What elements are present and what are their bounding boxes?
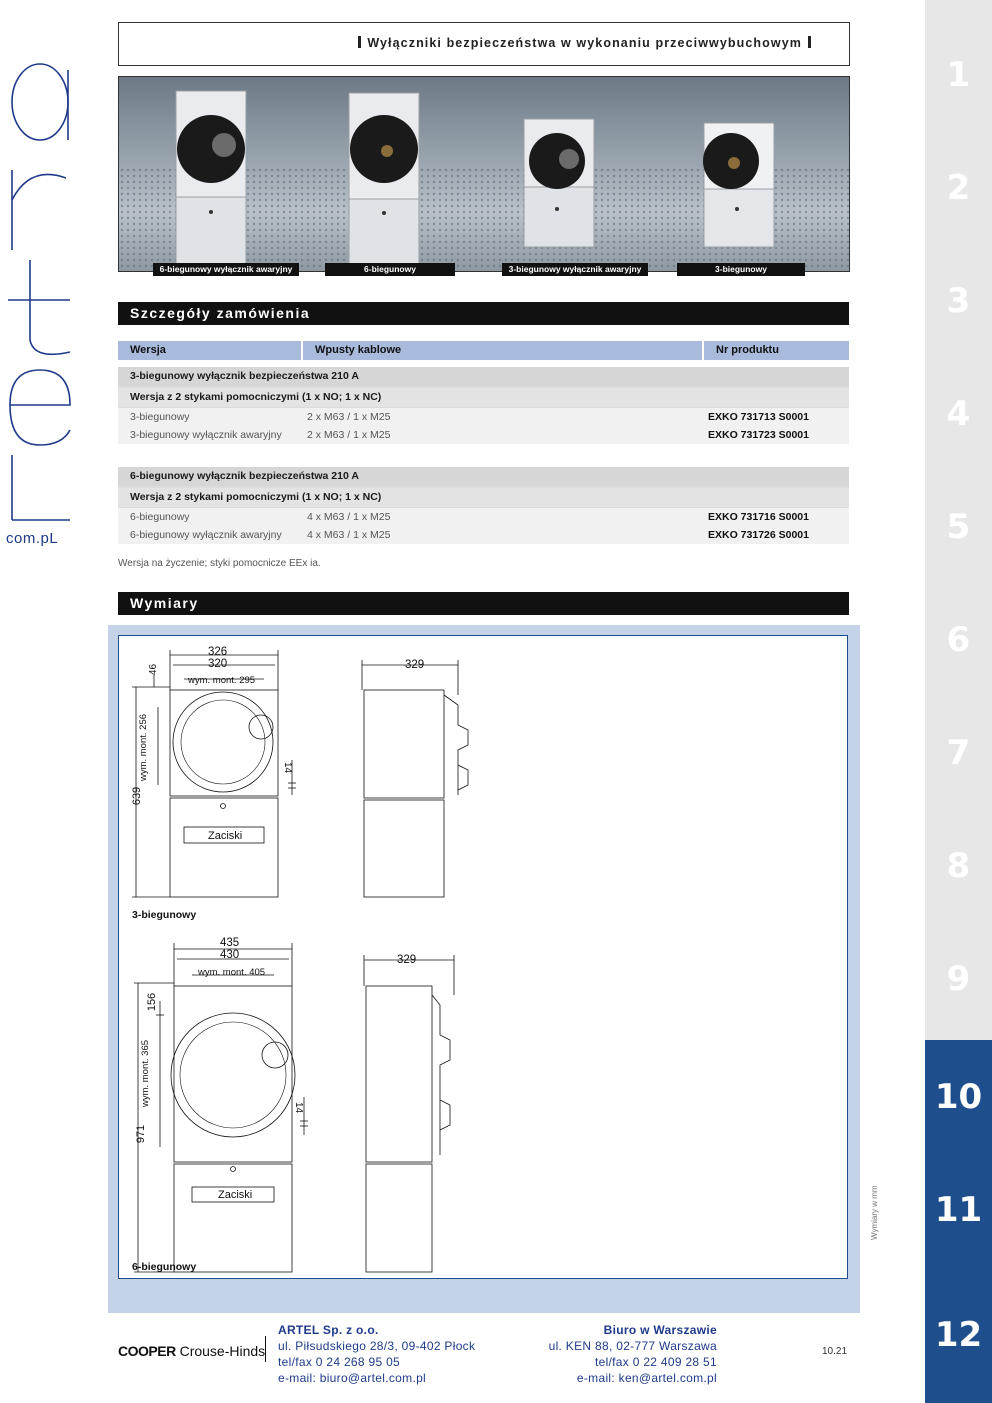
table-row xyxy=(118,408,849,426)
row-glands: 4 x M63 / 1 x M25 xyxy=(307,529,391,541)
brand-domain: com.pL xyxy=(6,530,59,547)
order-note: Wersja na życzenie; styki pomocnicze EEx ia. xyxy=(118,558,321,569)
dimensions-section-title: Wymiary xyxy=(118,592,849,615)
footer-office-title: Biuro w Warszawie xyxy=(603,1323,717,1337)
dim-3pole-mount-h: wym. mont. 256 xyxy=(138,713,150,782)
tab-6[interactable]: 6 xyxy=(946,619,971,660)
dim-3pole-mount-w: wym. mont. 295 xyxy=(188,675,256,686)
row-version: 3-biegunowy xyxy=(130,411,190,423)
row-version: 6-biegunowy wyłącznik awaryjny xyxy=(130,529,282,541)
row-glands: 2 x M63 / 1 x M25 xyxy=(307,429,391,441)
tab-2[interactable]: 2 xyxy=(946,167,971,208)
footer-company: ARTEL Sp. z o.o. xyxy=(278,1323,379,1337)
dim-6pole-mount-w: wym. mont. 405 xyxy=(198,967,266,978)
dim-6pole-w2: 430 xyxy=(220,949,240,961)
caption-3pole-emergency: 3-biegunowy wyłącznik awaryjny xyxy=(502,263,648,276)
dim-6pole-top: 156 xyxy=(146,992,159,1012)
cooper-logo xyxy=(118,1343,265,1359)
dim-6pole-w1: 435 xyxy=(220,937,240,949)
table-row xyxy=(118,526,849,544)
dim-3pole-w1: 326 xyxy=(208,646,228,658)
col-glands: Wpusty kablowe xyxy=(303,341,702,360)
artel-brand-logo xyxy=(0,60,80,580)
row-product: EXKO 731726 S0001 xyxy=(708,529,809,541)
dim-6pole-height: 971 xyxy=(135,1124,148,1144)
tab-1[interactable]: 1 xyxy=(946,54,971,95)
footer-office-email[interactable]: e-mail: ken@artel.com.pl xyxy=(576,1371,717,1385)
dim-6pole-depth: 329 xyxy=(397,954,417,966)
tab-4[interactable]: 4 xyxy=(946,393,971,434)
caption-3pole: 3-biegunowy xyxy=(677,263,805,276)
tab-9[interactable]: 9 xyxy=(946,958,971,999)
caption-6pole: 6-biegunowy xyxy=(325,263,455,276)
tab-8[interactable]: 8 xyxy=(946,845,971,886)
col-version: Wersja xyxy=(118,341,301,360)
row-glands: 2 x M63 / 1 x M25 xyxy=(307,411,391,423)
row-product: EXKO 731716 S0001 xyxy=(708,511,809,523)
product-photo xyxy=(118,76,850,272)
footer-office-address: ul. KEN 88, 02-777 Warszawa xyxy=(548,1339,717,1353)
footer-office-phone: tel/fax 0 22 409 28 51 xyxy=(594,1355,717,1369)
footer-email[interactable]: e-mail: biuro@artel.com.pl xyxy=(278,1371,427,1385)
tab-5[interactable]: 5 xyxy=(946,506,971,547)
table-row xyxy=(118,508,849,526)
chapter-tabs xyxy=(925,0,992,1403)
tab-11[interactable]: 11 xyxy=(925,1153,992,1266)
label-3pole: 3-biegunowy xyxy=(132,909,197,921)
units-note: Wymiary w mm xyxy=(870,1185,879,1240)
dim-3pole-top: 46 xyxy=(148,663,160,676)
col-product: Nr produktu xyxy=(704,341,849,360)
row-version: 3-biegunowy wyłącznik awaryjny xyxy=(130,429,282,441)
footer-address: ul. Piłsudskiego 28/3, 09-402 Płock xyxy=(278,1339,476,1353)
dim-6pole-terminal: Zaciski xyxy=(218,1189,253,1201)
group-subtitle: Wersja z 2 stykami pomocniczymi (1 x NO; 1 x NC) xyxy=(118,388,849,407)
dim-3pole-depth: 329 xyxy=(405,659,425,671)
header-box xyxy=(118,22,850,66)
dim-3pole-small: 14 xyxy=(282,761,294,774)
drawing-6pole-front xyxy=(134,943,308,1272)
row-product: EXKO 731713 S0001 xyxy=(708,411,809,423)
group-title: 6-biegunowy wyłącznik bezpieczeństwa 210 A xyxy=(118,467,849,486)
row-glands: 4 x M63 / 1 x M25 xyxy=(307,511,391,523)
tab-10[interactable]: 10 xyxy=(925,1040,992,1153)
order-table-header xyxy=(118,341,849,360)
logo-rest: Crouse-Hinds xyxy=(175,1343,266,1359)
dim-3pole-height: 639 xyxy=(131,786,144,806)
tab-12[interactable]: 12 xyxy=(925,1266,992,1403)
tab-7[interactable]: 7 xyxy=(946,732,971,773)
tab-3[interactable]: 3 xyxy=(946,280,971,321)
order-group-3pole xyxy=(118,367,849,444)
footer-phone: tel/fax 0 24 268 95 05 xyxy=(278,1355,401,1369)
product-photo-illustration xyxy=(119,77,849,271)
drawing-3pole-front xyxy=(132,650,296,897)
table-row xyxy=(118,426,849,444)
order-group-6pole xyxy=(118,467,849,544)
label-6pole: 6-biegunowy xyxy=(132,1261,197,1273)
drawing-3pole-side xyxy=(362,660,468,897)
group-title: 3-biegunowy wyłącznik bezpieczeństwa 210 A xyxy=(118,367,849,386)
dim-3pole-terminal: Zaciski xyxy=(208,830,243,842)
caption-6pole-emergency: 6-biegunowy wyłącznik awaryjny xyxy=(153,263,299,276)
page-title: Wyłączniki bezpieczeństwa w wykonaniu przeciwwybuchowym xyxy=(352,36,817,50)
group-subtitle: Wersja z 2 stykami pomocniczymi (1 x NO; 1 x NC) xyxy=(118,488,849,507)
dim-3pole-w2: 320 xyxy=(208,658,228,670)
dim-6pole-mount-h: wym. mont. 365 xyxy=(140,1039,152,1108)
page-number: 10.21 xyxy=(822,1346,848,1357)
dim-6pole-small: 14 xyxy=(293,1101,305,1114)
footer-divider xyxy=(265,1336,266,1362)
logo-bold: COOPER xyxy=(118,1343,176,1359)
row-product: EXKO 731723 S0001 xyxy=(708,429,809,441)
order-section-title: Szczegóły zamówienia xyxy=(118,302,849,325)
row-version: 6-biegunowy xyxy=(130,511,190,523)
drawing-6pole-side xyxy=(364,955,454,1272)
